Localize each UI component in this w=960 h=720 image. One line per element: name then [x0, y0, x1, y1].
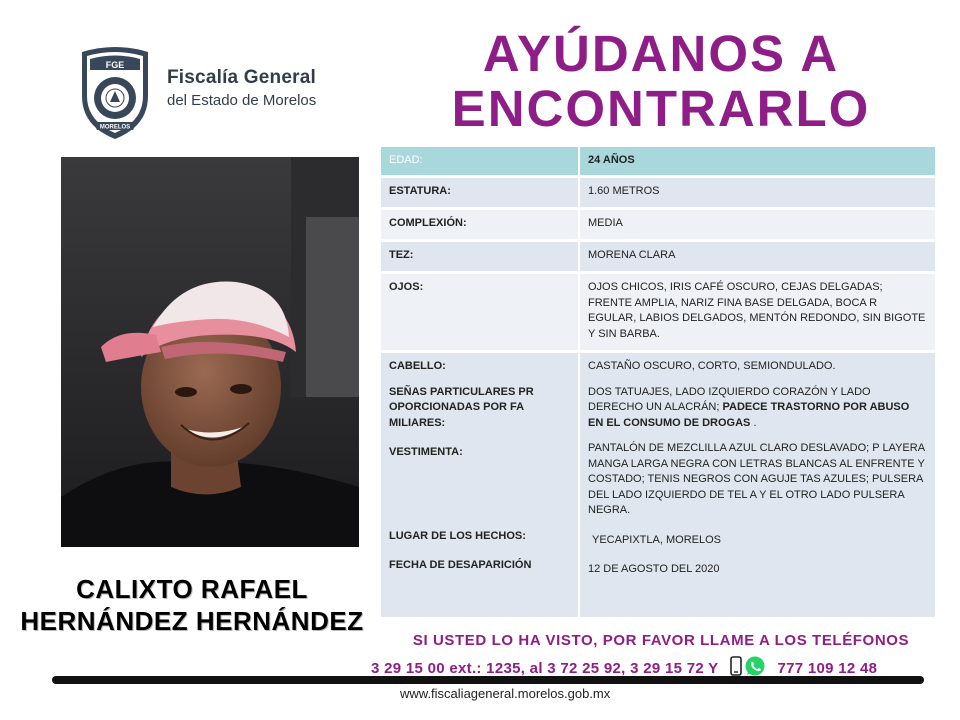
descripcion-values	[580, 353, 935, 617]
row-complexion	[381, 210, 935, 239]
person-name	[12, 573, 372, 637]
label-estatura: ESTATURA:	[381, 178, 578, 207]
details-table	[381, 147, 935, 617]
label-senas: SEÑAS PARTICULARES PR OPORCIONADAS POR FA MILIARES:	[389, 385, 534, 429]
row-edad	[381, 147, 935, 175]
value-senas	[588, 385, 927, 432]
label-complexion: COMPLEXIÓN:	[381, 210, 578, 239]
footer-divider	[52, 676, 924, 684]
svg-text:MORELOS: MORELOS	[99, 124, 131, 131]
label-ojos: OJOS:	[381, 274, 578, 350]
label-edad: EDAD:	[381, 147, 578, 175]
person-name-line2: HERNÁNDEZ HERNÁNDEZ	[20, 606, 364, 636]
headline	[432, 26, 890, 136]
missing-person-photo	[61, 157, 359, 547]
label-vestimenta: VESTIMENTA:	[389, 446, 463, 458]
value-lugar: YECAPIXTLA, MORELOS	[592, 533, 721, 546]
phone-whatsapp-icon	[729, 655, 767, 677]
headline-line2: ENCONTRARLO	[451, 80, 871, 137]
value-estatura: 1.60 METROS	[580, 178, 935, 207]
label-lugar: LUGAR DE LOS HECHOS:	[389, 529, 526, 542]
value-ojos: OJOS CHICOS, IRIS CAFÉ OSCURO, CEJAS DELGADAS; FRENTE AMPLIA, NARIZ FINA BASE DELGADA, BOCA R EGULAR, LABIOS DELGADOS, MENTÓN REDONDO, SIN BIGOTE Y SIN BARBA.	[580, 274, 935, 350]
value-edad: 24 AÑOS	[580, 147, 935, 175]
svg-text:FGE: FGE	[105, 60, 125, 70]
value-senas-end: .	[753, 416, 757, 429]
call-to-action: SI USTED LO HA VISTO, POR FAVOR LLAME A LOS TELÉFONOS	[412, 632, 910, 649]
value-vestimenta: PANTALÓN DE MEZCLILLA AZUL CLARO DESLAVADO; P LAYERA MANGA LARGA NEGRA CON LETRAS BLANCAS AL ENFRENTE Y COSTADO; TENIS NEGROS CON AGUJE TAS AZULES; PULSERA DEL LADO IZQUIERDO DE TEL A Y EL OTRO LADO PULSERA NEGRA.	[588, 442, 925, 516]
person-name-line1: CALIXTO RAFAEL	[76, 574, 308, 604]
fge-shield-icon	[78, 44, 152, 140]
value-cabello: CASTAÑO OSCURO, CORTO, SEMIONDULADO.	[588, 360, 836, 372]
whatsapp-number: 777 109 12 48	[777, 659, 878, 677]
label-fecha: FECHA DE DESAPARICIÓN	[389, 559, 532, 571]
row-tez	[381, 242, 935, 271]
row-descripcion	[381, 353, 935, 617]
descripcion-labels	[381, 353, 578, 617]
row-estatura	[381, 178, 935, 207]
org-name: Fiscalía General	[167, 67, 316, 88]
value-tez: MORENA CLARA	[580, 242, 935, 271]
value-complexion: MEDIA	[580, 210, 935, 239]
label-cabello: CABELLO:	[389, 360, 446, 372]
phone-list: 3 29 15 00 ext.: 1235, al 3 72 25 92, 3 29 15 72 Y	[371, 659, 719, 677]
label-tez: TEZ:	[381, 242, 578, 271]
website-link[interactable]: www.fiscaliageneral.morelos.gob.mx	[400, 686, 611, 701]
headline-line1: AYÚDANOS A	[482, 25, 840, 82]
fge-logo	[78, 44, 336, 140]
logo-text	[167, 67, 316, 109]
row-ojos	[381, 274, 935, 350]
value-senas-highlight: PADECE TRASTORNO POR ABUSO EN EL CONSUMO DE DROGAS	[588, 401, 910, 429]
value-senas-text: DOS TATUAJES, LADO IZQUIERDO CORAZÓN Y LADO DERECHO UN ALACRÁN;	[588, 385, 871, 413]
value-fecha: 12 DE AGOSTO DEL 2020	[588, 563, 720, 575]
org-state: del Estado de Morelos	[167, 92, 317, 109]
